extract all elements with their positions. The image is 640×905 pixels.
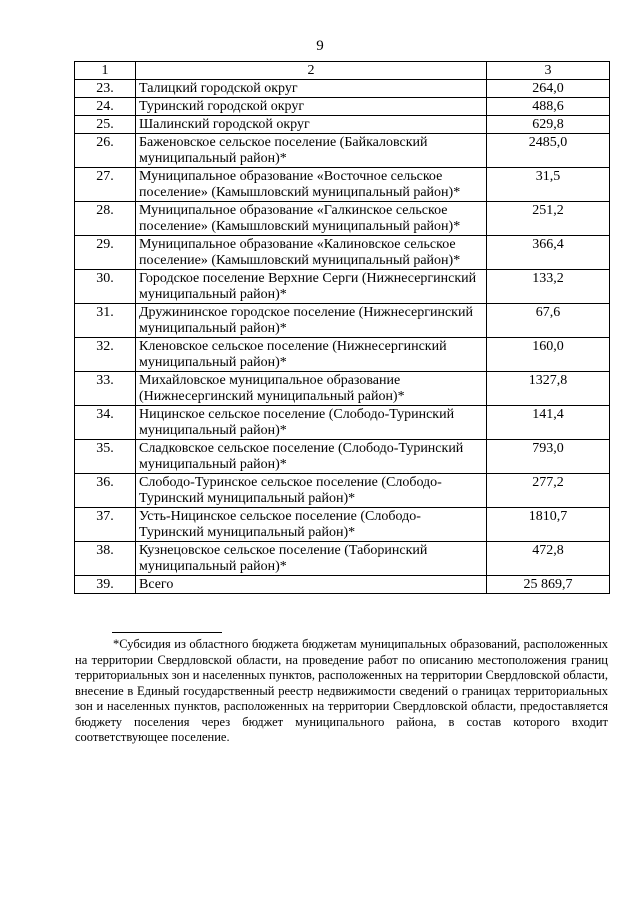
subsidy-table [74, 61, 610, 594]
row-number: 23. [75, 80, 136, 98]
row-municipality: Талицкий городской округ [136, 80, 487, 98]
table-row [75, 406, 610, 440]
row-amount: 251,2 [487, 202, 610, 236]
row-municipality: Михайловское муниципальное образование (Нижнесергинский муниципальный район)* [136, 372, 487, 406]
row-amount: 472,8 [487, 542, 610, 576]
row-municipality: Муниципальное образование «Калиновское сельское поселение» (Камышловский муниципальный район)* [136, 236, 487, 270]
row-total-label: Всего [136, 576, 487, 594]
row-number: 36. [75, 474, 136, 508]
row-amount: 629,8 [487, 116, 610, 134]
row-amount: 277,2 [487, 474, 610, 508]
row-amount: 488,6 [487, 98, 610, 116]
table-total-row [75, 576, 610, 594]
row-municipality: Городское поселение Верхние Серги (Нижнесергинский муниципальный район)* [136, 270, 487, 304]
table-row [75, 474, 610, 508]
row-municipality: Дружининское городское поселение (Нижнесергинский муниципальный район)* [136, 304, 487, 338]
table-row [75, 236, 610, 270]
row-municipality: Кузнецовское сельское поселение (Таборинский муниципальный район)* [136, 542, 487, 576]
row-number: 39. [75, 576, 136, 594]
table-row [75, 372, 610, 406]
row-number: 30. [75, 270, 136, 304]
table-row [75, 98, 610, 116]
row-municipality: Ницинское сельское поселение (Слободо-Туринский муниципальный район)* [136, 406, 487, 440]
row-municipality: Муниципальное образование «Восточное сельское поселение» (Камышловский муниципальный район)* [136, 168, 487, 202]
row-amount: 793,0 [487, 440, 610, 474]
row-total-amount: 25 869,7 [487, 576, 610, 594]
row-amount: 366,4 [487, 236, 610, 270]
table-row [75, 80, 610, 98]
table-header-row [75, 62, 610, 80]
row-municipality: Туринский городской округ [136, 98, 487, 116]
table-row [75, 270, 610, 304]
row-number: 32. [75, 338, 136, 372]
row-municipality: Баженовское сельское поселение (Байкаловский муниципальный район)* [136, 134, 487, 168]
table-row [75, 440, 610, 474]
table-row [75, 134, 610, 168]
table-row [75, 508, 610, 542]
row-amount: 141,4 [487, 406, 610, 440]
row-amount: 31,5 [487, 168, 610, 202]
row-amount: 133,2 [487, 270, 610, 304]
row-amount: 264,0 [487, 80, 610, 98]
table-row [75, 338, 610, 372]
row-amount: 1810,7 [487, 508, 610, 542]
row-municipality: Сладковское сельское поселение (Слободо-Туринский муниципальный район)* [136, 440, 487, 474]
header-cell-number: 1 [75, 62, 136, 80]
row-number: 35. [75, 440, 136, 474]
row-number: 33. [75, 372, 136, 406]
row-number: 34. [75, 406, 136, 440]
row-amount: 2485,0 [487, 134, 610, 168]
table-row [75, 168, 610, 202]
table-row [75, 542, 610, 576]
row-municipality: Кленовское сельское поселение (Нижнесергинский муниципальный район)* [136, 338, 487, 372]
row-number: 28. [75, 202, 136, 236]
row-number: 25. [75, 116, 136, 134]
row-municipality: Слободо-Туринское сельское поселение (Слободо-Туринский муниципальный район)* [136, 474, 487, 508]
row-amount: 1327,8 [487, 372, 610, 406]
row-number: 29. [75, 236, 136, 270]
row-municipality: Шалинский городской округ [136, 116, 487, 134]
row-amount: 67,6 [487, 304, 610, 338]
page-number: 9 [316, 38, 324, 54]
row-number: 38. [75, 542, 136, 576]
row-amount: 160,0 [487, 338, 610, 372]
row-number: 24. [75, 98, 136, 116]
footnote-text: *Субсидия из областного бюджета бюджетам муниципальных образований, расположенных на территории Свердловской области, на проведение работ по описанию местоположения границ территориальных зон и населенных пунктов, расположенных на территории Свердловской области, внесение в Единый государственный реестр недвижимости сведений о границах территориальных зон и населенных пунктов, расположенных на территории Свердловской области, предоставляется бюджету поселения через бюджет муниципального района, в состав которого входит соответствующее поселение. [75, 637, 608, 744]
row-municipality: Усть-Ницинское сельское поселение (Слободо-Туринский муниципальный район)* [136, 508, 487, 542]
row-number: 27. [75, 168, 136, 202]
table-row [75, 116, 610, 134]
table-row [75, 202, 610, 236]
header-cell-name: 2 [136, 62, 487, 80]
row-number: 31. [75, 304, 136, 338]
row-number: 26. [75, 134, 136, 168]
row-number: 37. [75, 508, 136, 542]
footnote-separator [112, 632, 222, 633]
table-row [75, 304, 610, 338]
header-cell-value: 3 [487, 62, 610, 80]
row-municipality: Муниципальное образование «Галкинское сельское поселение» (Камышловский муниципальный район)* [136, 202, 487, 236]
